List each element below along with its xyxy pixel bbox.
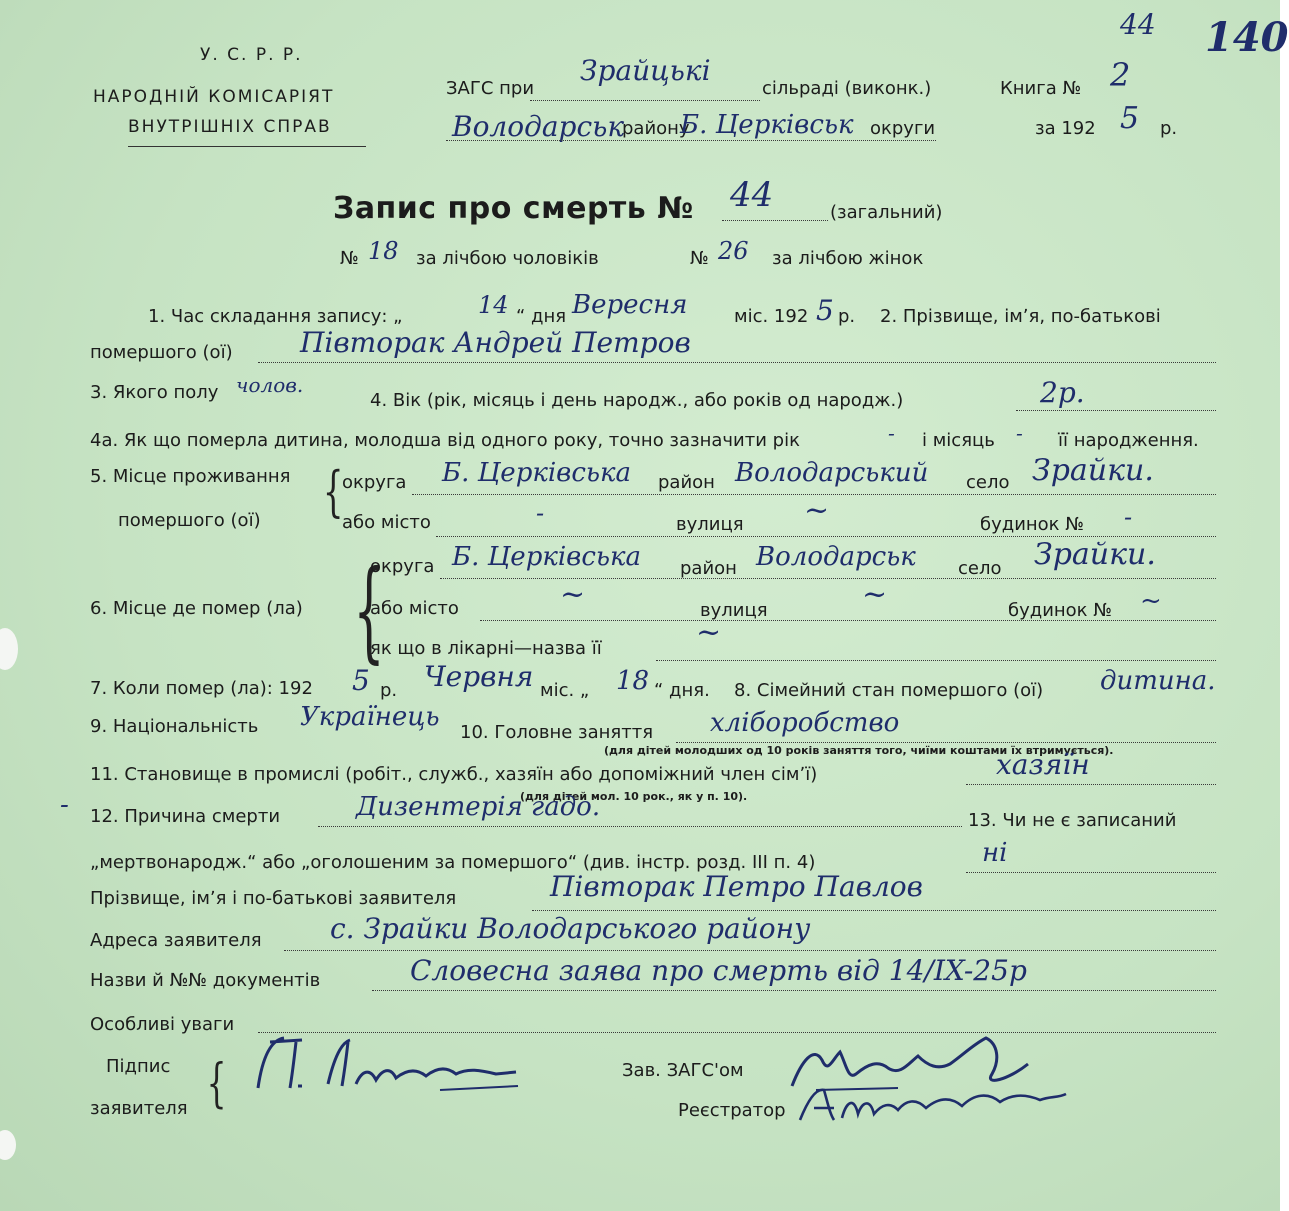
f5-vulytsia: ~ — [804, 493, 830, 528]
f6-selo-label: село — [958, 558, 1002, 579]
council-label: сільраді (виконк.) — [762, 78, 932, 99]
f5-label2: помершого (ої) — [118, 510, 261, 531]
f5-label: 5. Місце проживання — [90, 466, 291, 487]
punch-hole — [0, 1130, 16, 1160]
zags-label: ЗАГС при — [446, 78, 535, 99]
f7-year: 5 — [352, 664, 370, 697]
f7-label: 7. Коли помер (ла): 192 — [90, 678, 313, 699]
f12-value: Дизентерія гадо. — [356, 792, 601, 822]
f2-label: 2. Прізвище, імʼя, по-батькові — [880, 306, 1161, 327]
f6-budynok-label: будинок № — [1008, 600, 1112, 621]
f6-likarnia-label: як що в лікарні—назва її — [370, 638, 602, 659]
f2-line — [258, 362, 1216, 363]
f4-line — [1016, 410, 1216, 411]
men-number: 18 — [368, 237, 399, 265]
f12-label: 12. Причина смерти — [90, 806, 281, 827]
f1-month: Вересня — [572, 290, 688, 320]
f5-budynok-label: будинок № — [980, 514, 1084, 535]
f10-value: хліборобство — [710, 708, 900, 738]
f8-value: дитина. — [1100, 666, 1216, 696]
f11-label: 11. Становище в промислі (робіт., служб., хазяїн або допоміжний член сімʼї) — [90, 764, 818, 785]
sign-label-1: Підпис — [106, 1056, 171, 1077]
f6-raion: Володарськ — [756, 542, 916, 572]
margin-dash: - — [60, 790, 69, 820]
f7-r: р. — [380, 680, 398, 701]
applicant-label: Прізвище, імʼя і по-батькові заявителя — [90, 888, 457, 909]
book-value: 2 — [1110, 56, 1131, 94]
f13-label2: „мертвонародж.“ або „оголошеним за помершого“ (див. інстр. розд. III п. 4) — [90, 852, 816, 873]
zav-label: Зав. ЗАГС'ом — [622, 1060, 744, 1081]
address-value: с. Зрайки Володарського району — [330, 912, 811, 945]
f1-month-label: міс. 192 — [734, 306, 809, 327]
f5-raion-label: район — [658, 472, 715, 493]
f6-line2 — [480, 620, 1216, 621]
registrar-signature — [794, 1080, 1094, 1130]
men-no-label: № — [340, 248, 359, 269]
year-suffix: р. — [1160, 118, 1178, 139]
punch-hole — [0, 628, 18, 670]
f1-day: 14 — [478, 291, 509, 319]
f7-day-label: “ дня. — [654, 680, 710, 701]
f1-label: 1. Час складання запису: „ — [148, 306, 403, 327]
f4a-month: - — [1016, 421, 1023, 445]
commissariat-line2: ВНУТРІШНІХ СПРАВ — [128, 117, 332, 137]
archive-number-right: 140 — [1205, 14, 1289, 61]
f1-year: 5 — [816, 294, 834, 327]
f1-day-label: “ дня — [516, 306, 567, 327]
f3-value: чолов. — [236, 373, 304, 397]
f4-value: 2р. — [1040, 376, 1085, 409]
commissariat-line1: НАРОДНІЙ КОМІСАРІЯТ — [93, 87, 335, 107]
f6-brace: { — [353, 546, 385, 674]
f6-misto: ~ — [560, 577, 586, 612]
f11-value: хазяїн — [996, 748, 1090, 781]
f5-brace: { — [322, 460, 344, 523]
f11-note: (для дітей мол. 10 рок., як у п. 10). — [520, 790, 748, 803]
applicant-value: Півторак Петро Павлов — [550, 870, 923, 903]
f6-line3 — [656, 660, 1216, 661]
docs-value: Словесна заява про смерть від 14/IX-25р — [410, 954, 1027, 987]
address-line — [284, 950, 1216, 951]
archive-number-left: 44 — [1120, 8, 1156, 41]
f4-label: 4. Вік (рік, місяць і день народж., або років од народж.) — [370, 390, 904, 411]
f5-selo: Зрайки. — [1032, 453, 1154, 488]
record-number-line — [722, 220, 828, 221]
f5-vulytsia-label: вулиця — [676, 514, 744, 535]
district-value: Володарськ — [452, 110, 625, 143]
f13-value: ні — [982, 838, 1008, 868]
okruha-value: Б. Церківськ — [680, 110, 854, 140]
sign-brace: { — [206, 1054, 227, 1114]
f9-value: Українець — [300, 702, 440, 732]
book-label: Книга № — [1000, 78, 1082, 99]
district-label: району — [622, 118, 690, 139]
record-number: 44 — [730, 175, 774, 215]
okruha-label: округи — [870, 118, 936, 139]
f11-line — [966, 784, 1216, 785]
f6-raion-label: район — [680, 558, 737, 579]
women-number: 26 — [718, 237, 749, 265]
f5-selo-label: село — [966, 472, 1010, 493]
district-line — [446, 140, 936, 141]
f6-vulytsia-label: вулиця — [700, 600, 768, 621]
year-value: 5 — [1120, 101, 1140, 136]
header-underline — [128, 146, 366, 147]
notes-label: Особливі уваги — [90, 1014, 235, 1035]
f6-misto-label: або місто — [370, 598, 459, 619]
f10-label: 10. Головне заняття — [460, 722, 654, 743]
docs-label: Назви й №№ документів — [90, 970, 321, 991]
f4a-suffix: її народження. — [1058, 430, 1199, 451]
women-label: за лічбою жінок — [772, 248, 924, 269]
record-title: Запис про смерть № — [333, 191, 694, 226]
docs-line — [372, 990, 1216, 991]
applicant-signature — [240, 1030, 540, 1100]
year-label: за 192 — [1035, 118, 1096, 139]
f6-okruha-label: округа — [370, 556, 435, 577]
f5-raion: Володарський — [735, 458, 929, 488]
zags-value: Зрайцькі — [580, 54, 711, 87]
f7-day: 18 — [616, 666, 650, 696]
f6-likarnia: ~ — [696, 615, 722, 650]
f1-suffix: р. — [838, 306, 856, 327]
f5-budynok: - — [1124, 503, 1133, 531]
sign-label-2: заявителя — [90, 1098, 188, 1119]
republic-label: У. С. Р. Р. — [200, 45, 303, 65]
f6-okruha: Б. Церківська — [452, 542, 642, 572]
f5-okruha: Б. Церківська — [442, 458, 632, 488]
f6-line1 — [440, 578, 1216, 579]
f10-line — [676, 742, 1216, 743]
f13-line — [966, 872, 1216, 873]
zags-line — [530, 100, 760, 101]
f6-label: 6. Місце де помер (ла) — [90, 598, 303, 619]
address-label: Адреса заявителя — [90, 930, 262, 951]
f3-label: 3. Якого полу — [90, 382, 219, 403]
f2-value: Півторак Андрей Петров — [300, 326, 691, 359]
f5-okruha-label: округа — [342, 472, 407, 493]
men-label: за лічбою чоловіків — [416, 248, 599, 269]
f7-month-label: міс. „ — [540, 680, 590, 701]
f5-misto-label: або місто — [342, 512, 431, 533]
women-no-label: № — [690, 248, 709, 269]
f2-label2: помершого (ої) — [90, 342, 233, 363]
f9-label: 9. Національність — [90, 716, 259, 737]
f6-selo: Зрайки. — [1034, 537, 1156, 572]
f12-line — [318, 826, 962, 827]
f10-note: (для дітей молодших од 10 років заняття того, чиїми коштами їх втримується). — [604, 744, 1114, 757]
registrar-label: Реєстратор — [678, 1100, 786, 1121]
f7-month: Червня — [424, 660, 534, 693]
record-general: (загальний) — [830, 202, 943, 223]
f4a-month-label: і місяць — [922, 430, 995, 451]
f13-label: 13. Чи не є записаний — [968, 810, 1177, 831]
f5-misto: - — [536, 499, 545, 527]
f6-budynok: ~ — [1140, 586, 1162, 616]
applicant-line — [532, 910, 1216, 911]
f4a-label: 4а. Як що померла дитина, молодша від одного року, точно зазначити рік — [90, 430, 800, 451]
f8-label: 8. Сімейний стан помершого (ої) — [734, 680, 1044, 701]
f6-vulytsia: ~ — [862, 577, 888, 612]
f4a-year: - — [888, 421, 895, 445]
